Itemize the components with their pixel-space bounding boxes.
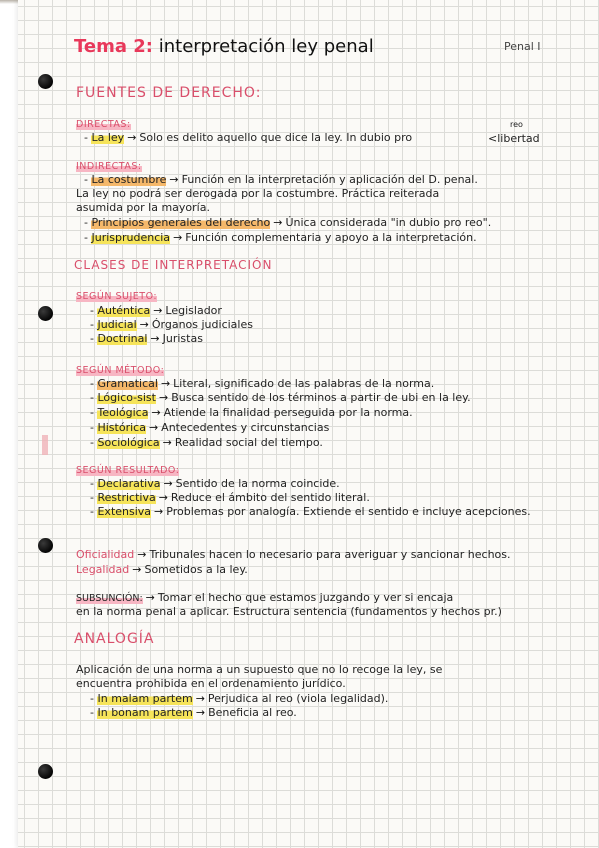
list-item: - Jurisprudencia → Función complementaria y apoyo a la interpretación.	[84, 231, 477, 244]
analogia-text: encuentra prohibida en el ordenamiento jurídico.	[76, 677, 346, 690]
section-heading-analogia: ANALOGÍA	[74, 631, 155, 647]
list-item: - Doctrinal → Juristas	[90, 332, 203, 345]
subheading-directas: DIRECTAS:	[76, 119, 131, 130]
list-item: - Restrictiva → Reduce el ámbito del sentido literal.	[90, 491, 370, 504]
section-heading-fuentes: FUENTES DE DERECHO:	[76, 85, 262, 101]
title-text: interpretación ley penal	[158, 36, 374, 57]
binder-hole-icon	[38, 306, 53, 321]
list-item: - Auténtica → Legislador	[90, 304, 222, 317]
subsuncion-continued: en la norma penal a aplicar. Estructura sentencia (fundamentos y hechos pr.)	[76, 605, 502, 618]
list-item: - La costumbre → Función en la interpretación y aplicación del D. penal.	[84, 173, 478, 186]
page-divider-tab	[42, 435, 48, 455]
subheading-metodo: SEGÚN MÉTODO:	[76, 365, 165, 376]
list-item: - In bonam partem → Beneficia al reo.	[90, 706, 297, 719]
term: La costumbre	[91, 173, 167, 186]
binder-hole-icon	[38, 538, 53, 553]
list-item: - Teológica → Atiende la finalidad perseguida por la norma.	[90, 406, 413, 419]
list-item: - La ley → Solo es delito aquello que dice la ley. In dubio pro	[84, 131, 413, 144]
list-item: - In malam partem → Perjudica al reo (viola legalidad).	[90, 692, 389, 705]
list-item: - Histórica → Antecedentes y circunstancias	[90, 421, 330, 434]
term: Principios generales del derecho	[91, 216, 271, 229]
list-item: - Principios generales del derecho → Única considerada "in dubio pro reo".	[84, 216, 492, 229]
subsuncion-line: SUBSUNCIÓN: → Tomar el hecho que estamos juzgando y ver si encaja	[76, 591, 454, 604]
subheading-resultado: SEGÚN RESULTADO:	[76, 465, 180, 476]
notebook-page	[18, 0, 599, 848]
subject-label: Penal I	[504, 40, 541, 53]
list-item-continued: La ley no podrá ser derogada por la costumbre. Práctica reiterada	[76, 187, 440, 200]
section-heading-clases: CLASES DE INTERPRETACIÓN	[74, 258, 273, 272]
list-item: - Extensiva → Problemas por analogía. Extiende el sentido e incluye acepciones.	[90, 505, 531, 518]
list-item: - Lógico-sist → Busca sentido de los términos a partir de ubi en la ley.	[90, 391, 471, 404]
list-item: - Declarativa → Sentido de la norma coincide.	[90, 477, 340, 490]
term: La ley	[91, 131, 125, 144]
list-item: - Judicial → Órganos judiciales	[90, 318, 253, 331]
lower-note: <libertad	[488, 132, 540, 145]
upper-note: reo	[510, 120, 523, 129]
subheading-indirectas: INDIRECTAS:	[76, 161, 142, 172]
term: Jurisprudencia	[91, 231, 171, 244]
binder-hole-icon	[38, 74, 53, 89]
title-prefix: Tema 2	[74, 36, 146, 57]
analogia-text: Aplicación de una norma a un supuesto que no lo recoge la ley, se	[76, 663, 443, 676]
subheading-sujeto: SEGÚN SUJETO:	[76, 291, 158, 302]
list-item: - Sociológica → Realidad social del tiempo.	[90, 436, 323, 449]
list-item-continued: asumida por la mayoría.	[76, 201, 210, 214]
page-title: Tema 2: interpretación ley penal	[74, 36, 374, 57]
principle-oficialidad: Oficialidad → Tribunales hacen lo necesario para averiguar y sancionar hechos.	[76, 548, 511, 561]
list-item: - Gramatical → Literal, significado de las palabras de la norma.	[90, 377, 435, 390]
principle-legalidad: Legalidad → Sometidos a la ley.	[76, 563, 248, 576]
binder-hole-icon	[38, 764, 53, 779]
